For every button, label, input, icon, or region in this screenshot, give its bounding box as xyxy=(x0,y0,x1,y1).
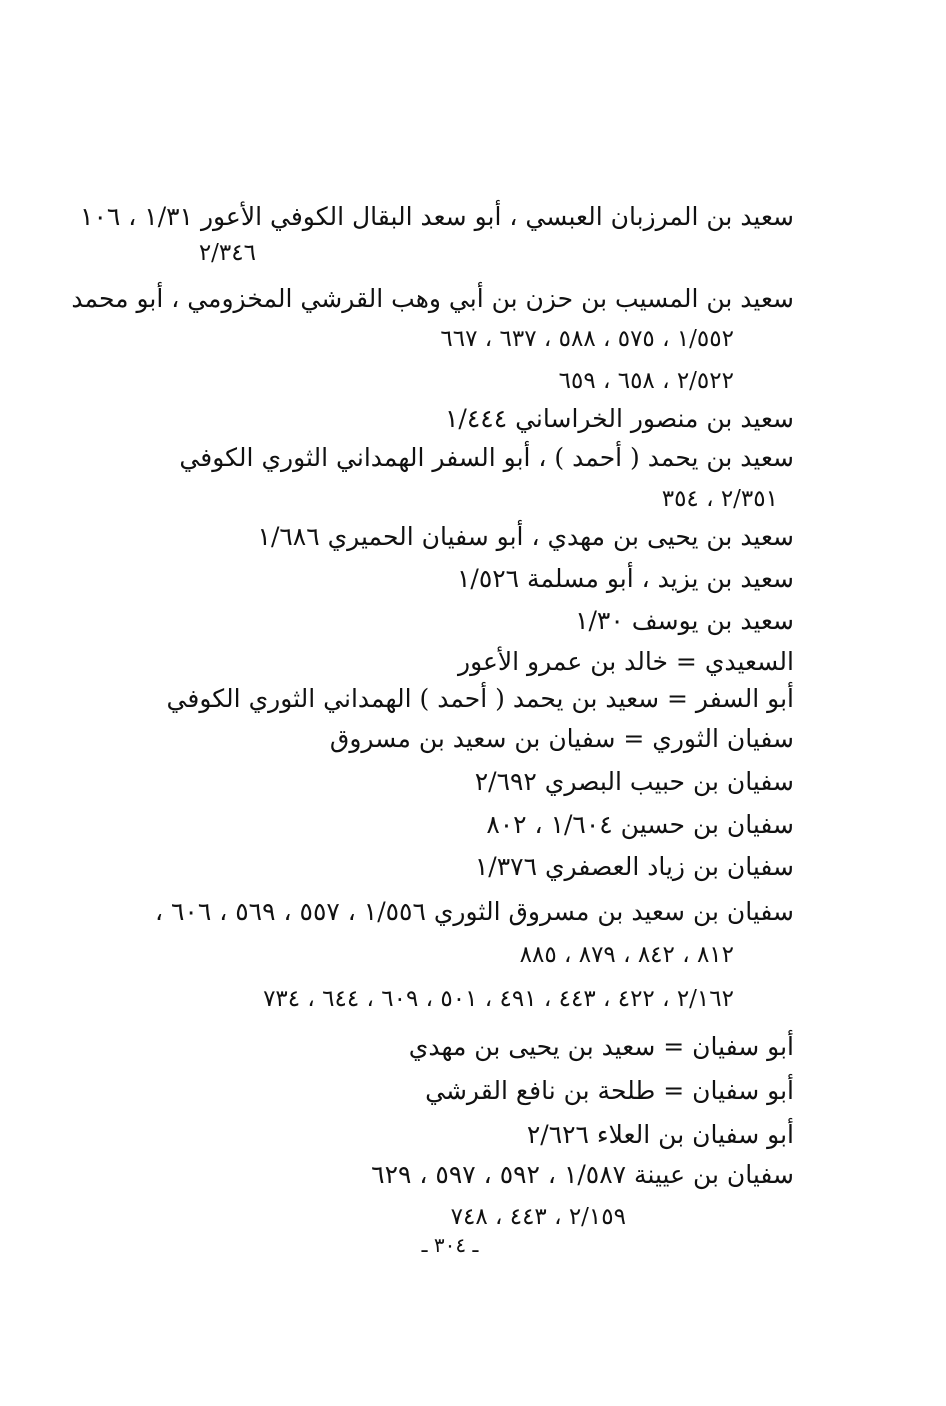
index-entry: سفيان بن حبيب البصري ٢/٦٩٢ xyxy=(474,767,794,796)
index-entry: سعيد بن المسيب بن حزن بن أبي وهب القرشي المخزومي ، أبو محمد xyxy=(71,284,794,313)
index-entry: سفيان الثوري = سفيان بن سعيد بن مسروق xyxy=(329,724,794,753)
index-entry: سعيد بن يزيد ، أبو مسلمة ١/٥٢٦ xyxy=(456,564,794,593)
index-entry: سفيان بن زياد العصفري ١/٣٧٦ xyxy=(474,852,794,881)
index-entry-continuation: ٢/١٥٩ ، ٤٤٣ ، ٧٤٨ xyxy=(450,1204,626,1230)
index-entry-continuation: ٢/٥٢٢ ، ٦٥٨ ، ٦٥٩ xyxy=(558,368,734,394)
index-entry: أبو سفيان بن العلاء ٢/٦٢٦ xyxy=(526,1120,794,1149)
index-entry: أبو سفيان = طلحة بن نافع القرشي xyxy=(425,1076,794,1105)
index-entry: السعيدي = خالد بن عمرو الأعور xyxy=(458,647,794,676)
index-entry-continuation: ٢/١٦٢ ، ٤٢٢ ، ٤٤٣ ، ٤٩١ ، ٥٠١ ، ٦٠٩ ، ٦٤٤ ، ٧٣٤ xyxy=(263,986,734,1012)
index-entry: سعيد بن منصور الخراساني ١/٤٤٤ xyxy=(445,404,794,433)
index-entry: سفيان بن حسين ١/٦٠٤ ، ٨٠٢ xyxy=(486,810,794,839)
index-entry-continuation: ٢/٣٤٦ xyxy=(198,240,256,266)
index-entry: أبو السفر = سعيد بن يحمد ( أحمد ) الهمداني الثوري الكوفي xyxy=(166,684,794,713)
index-entry: سفيان بن سعيد بن مسروق الثوري ١/٥٥٦ ، ٥٥٧ ، ٥٦٩ ، ٦٠٦ ، xyxy=(154,897,794,926)
index-entry: أبو سفيان = سعيد بن يحيى بن مهدي xyxy=(408,1032,794,1061)
index-entry: سعيد بن يحمد ( أحمد ) ، أبو السفر الهمداني الثوري الكوفي xyxy=(179,443,794,472)
index-entry: سعيد بن المرزبان العبسي ، أبو سعد البقال الكوفي الأعور ١/٣١ ، ١٠٦ xyxy=(80,202,794,231)
index-entry: سعيد بن يحيى بن مهدي ، أبو سفيان الحميري ١/٦٨٦ xyxy=(257,522,794,551)
page-number: ـ ٣٠٤ ـ xyxy=(421,1233,479,1257)
index-entry: سفيان بن عيينة ١/٥٨٧ ، ٥٩٢ ، ٥٩٧ ، ٦٢٩ xyxy=(371,1160,794,1189)
index-entry-continuation: ١/٥٥٢ ، ٥٧٥ ، ٥٨٨ ، ٦٣٧ ، ٦٦٧ xyxy=(440,326,734,352)
index-entry-continuation: ٨١٢ ، ٨٤٢ ، ٨٧٩ ، ٨٨٥ xyxy=(519,942,734,968)
index-entry: سعيد بن يوسف ١/٣٠ xyxy=(575,606,794,635)
index-entry-continuation: ٢/٣٥١ ، ٣٥٤ xyxy=(661,486,778,512)
